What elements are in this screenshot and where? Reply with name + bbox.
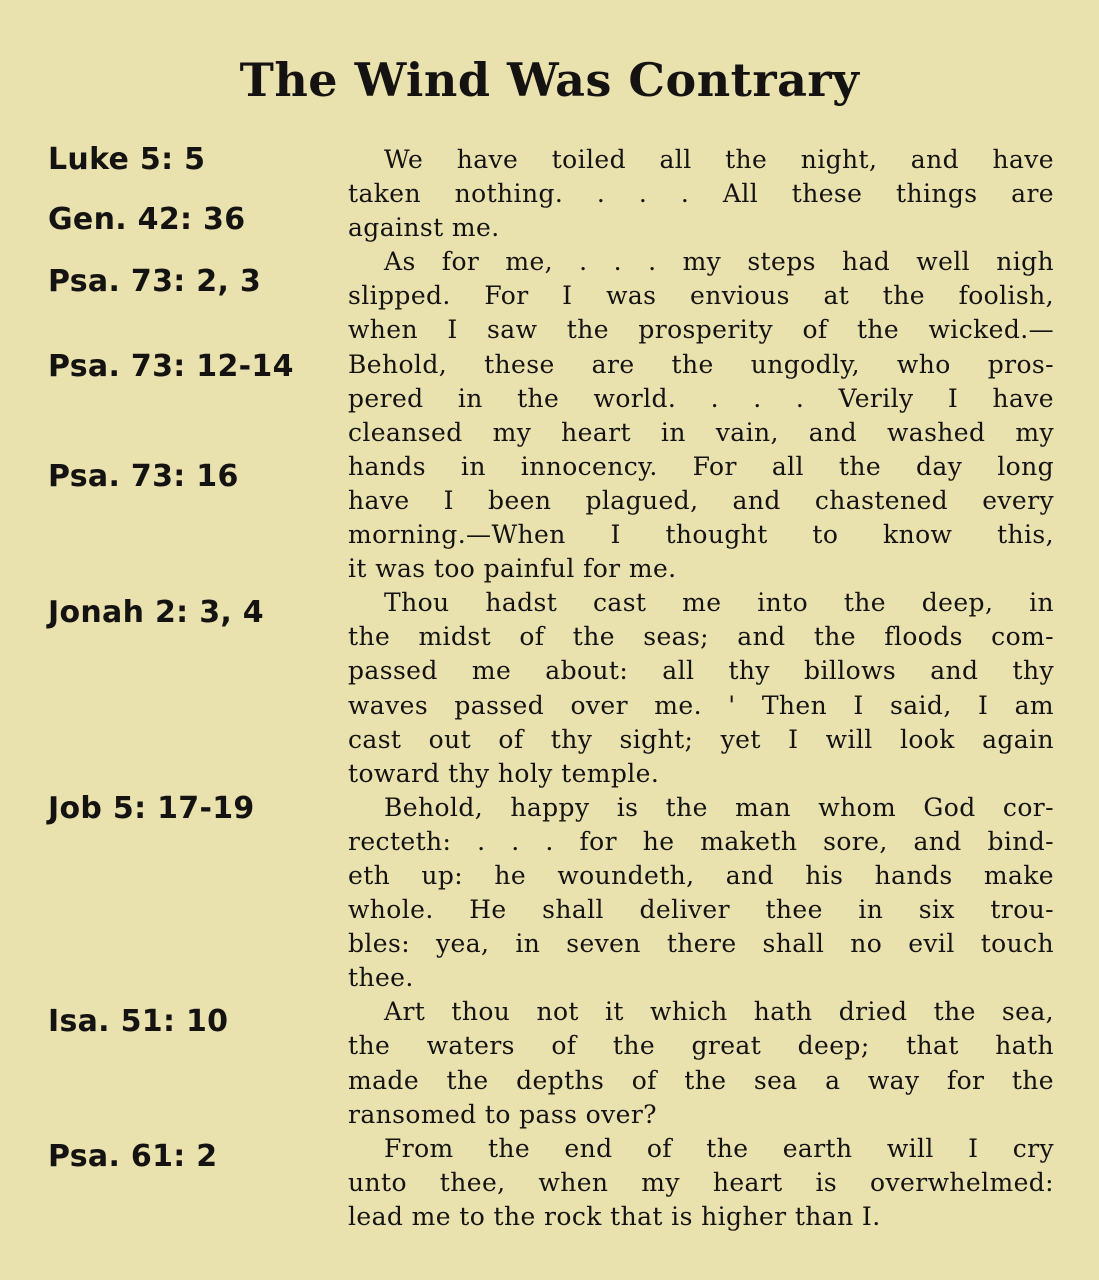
text-line: against me. [348,213,500,243]
page-title: The Wind Was Contrary [239,53,860,107]
text-line: Behold, these are the ungodly, who pros- [348,349,1054,379]
text-line: bles: yea, in seven there shall no evil touch [348,929,1054,959]
text-line: morning.—When I thought to know this, [348,520,1054,550]
text-line: cast out of thy sight; yet I will look again [348,724,1054,754]
text-line: pered in the world. . . . Verily I have [348,383,1054,413]
text-line: hands in innocency. For all the day long [348,451,1054,481]
text-line: toward thy holy temple. [348,758,660,788]
text-line: when I saw the prosperity of the wicked.— [348,315,1054,345]
text-line: Art thou not it which hath dried the sea, [384,997,1054,1027]
scripture-reference: Psa. 73: 2, 3 [48,264,262,299]
text-line: taken nothing. . . . All these things are [348,179,1054,209]
text-line: eth up: he woundeth, and his hands make [348,860,1054,890]
text-line: made the depths of the sea a way for the [348,1065,1054,1095]
text-line: passed me about: all thy billows and thy [348,656,1054,686]
text-line: slipped. For I was envious at the foolish, [348,281,1054,311]
text-line: Thou hadst cast me into the deep, in [384,588,1054,618]
text-line: lead me to the rock that is higher than I. [348,1201,881,1231]
text-line: ransomed to pass over? [348,1099,657,1129]
text-line: thee. [348,963,414,993]
scripture-reference: Gen. 42: 36 [48,202,246,237]
text-line: the waters of the great deep; that hath [348,1031,1054,1061]
text-line: Behold, happy is the man whom God cor- [384,792,1054,822]
text-line: the midst of the seas; and the floods com- [348,622,1054,652]
text-line: cleansed my heart in vain, and washed my [348,417,1054,447]
scripture-reference: Psa. 73: 12-14 [48,349,294,384]
scripture-reference: Job 5: 17-19 [48,791,255,826]
text-line: have I been plagued, and chastened every [348,485,1054,515]
scripture-text [348,143,1054,1234]
text-line: it was too painful for me. [348,554,677,584]
scripture-reference: Luke 5: 5 [48,142,206,177]
text-line: As for me, . . . my steps had well nigh [384,247,1054,277]
text-line: We have toiled all the night, and have [384,145,1054,174]
scripture-reference: Psa. 73: 16 [48,459,239,494]
text-line: waves passed over me. ' Then I said, I am [348,690,1054,720]
text-line: From the end of the earth will I cry [384,1133,1054,1163]
scripture-reference: Psa. 61: 2 [48,1139,218,1174]
text-line: recteth: . . . for he maketh sore, and bind- [348,826,1054,856]
scripture-reference: Isa. 51: 10 [48,1004,229,1039]
text-line: whole. He shall deliver thee in six trou- [348,895,1054,925]
text-line: unto thee, when my heart is overwhelmed: [348,1167,1054,1197]
scripture-references [0,0,330,1280]
scripture-reference: Jonah 2: 3, 4 [48,595,264,630]
